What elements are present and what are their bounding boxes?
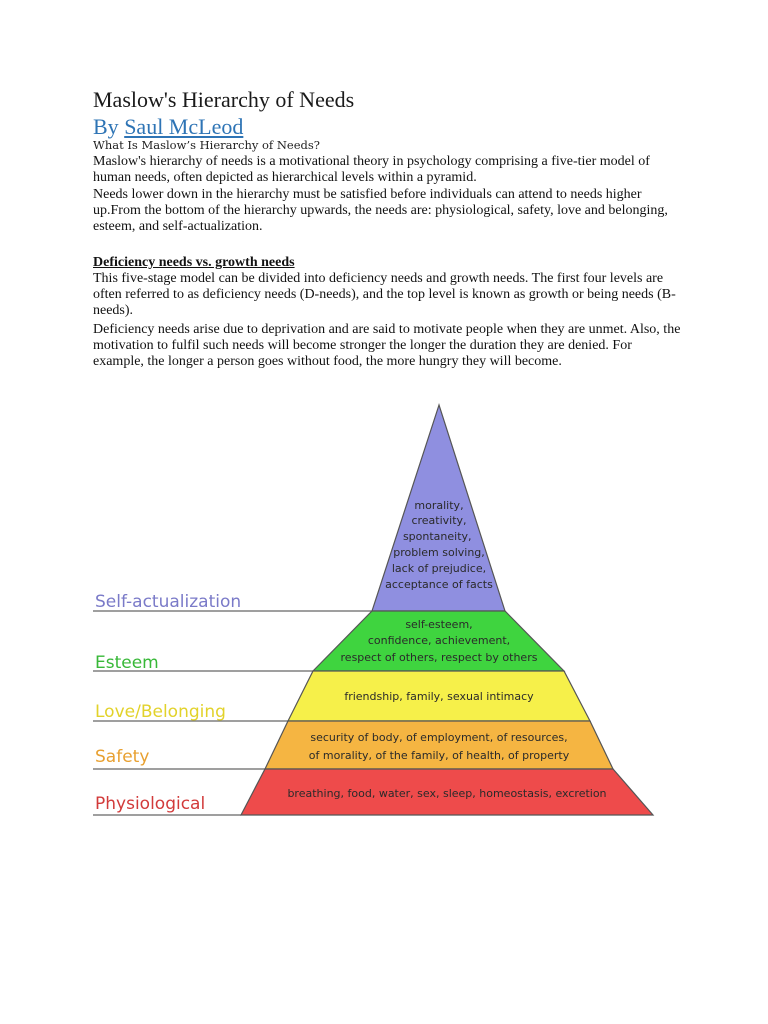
- label-physiological: Physiological: [95, 794, 206, 814]
- label-esteem: Esteem: [95, 653, 159, 673]
- pyramid-svg: [93, 400, 658, 830]
- byline-prefix: By: [93, 114, 125, 139]
- label-safety: Safety: [95, 747, 150, 767]
- intro-paragraph: Maslow's hierarchy of needs is a motivational theory in psychology comprising a five-tier model of human needs, often depicted as hierarchical levels within a pyramid.: [93, 154, 650, 185]
- author-link[interactable]: Saul McLeod: [124, 114, 244, 139]
- tier-desc-physiological: breathing, food, water, sex, sleep, homeostasis, excretion: [287, 787, 607, 800]
- tier-desc-esteem: self-esteem, confidence, achievement, respect of others, respect by others: [340, 618, 538, 664]
- deficiency-paragraph: This five-stage model can be divided into deficiency needs and growth needs. The first four levels are often referred to as deficiency needs (D-needs), and the top level is known as growth or being needs (B-needs).: [93, 271, 676, 318]
- maslow-pyramid-figure: [93, 400, 658, 830]
- section-heading: Deficiency needs vs. growth needs: [93, 255, 295, 270]
- tier-desc-self-actualization: morality, creativity, spontaneity, problem solving, lack of prejudice, acceptance of facts: [385, 499, 493, 591]
- order-paragraph: Needs lower down in the hierarchy must be satisfied before individuals can attend to needs higher up.From the bottom of the hierarchy upwards, the needs are: physiological, safety, love and belonging, esteem, and self-actualization.: [93, 187, 668, 234]
- tier-desc-love-belonging: friendship, family, sexual intimacy: [344, 690, 534, 703]
- deprivation-paragraph: Deficiency needs arise due to deprivation and are said to motivate people when they are unmet. Also, the motivation to fulfil such needs will become stronger the longer the duration they are denied. For example, the longer a person goes without food, the more hungry they will become.: [93, 322, 681, 369]
- page-title: Maslow's Hierarchy of Needs: [93, 87, 355, 112]
- tier-desc-safety: security of body, of employment, of resources, of morality, of the family, of health, of property: [308, 731, 570, 762]
- subheading: What Is Maslow’s Hierarchy of Needs?: [93, 138, 320, 152]
- label-love-belonging: Love/Belonging: [95, 702, 226, 722]
- label-self-actualization: Self-actualization: [95, 592, 242, 612]
